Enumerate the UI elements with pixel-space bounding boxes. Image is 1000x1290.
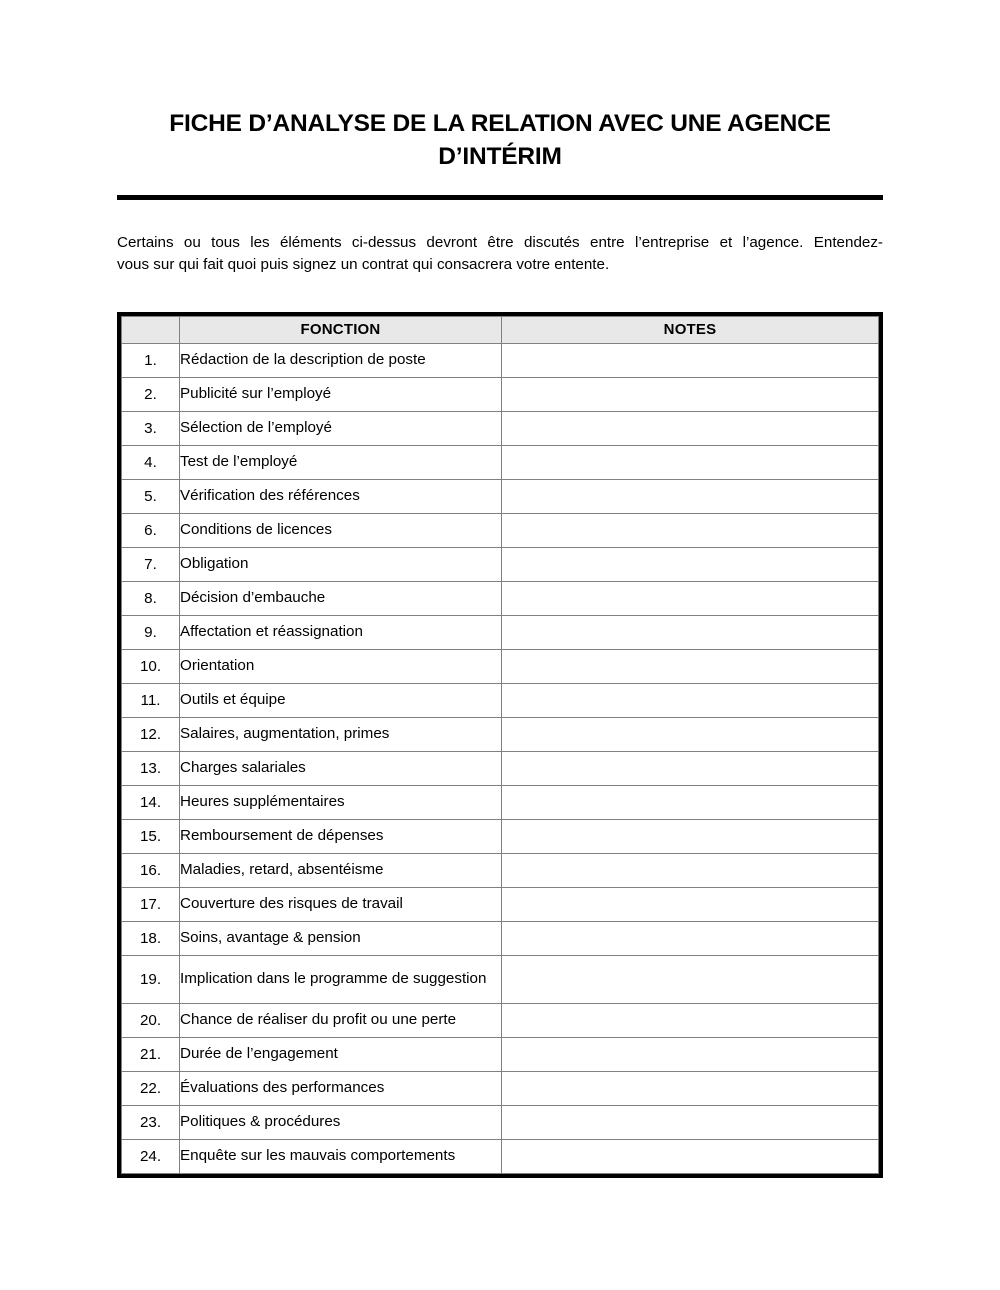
page-title: FICHE D’ANALYSE DE LA RELATION AVEC UNE AGENCE D’INTÉRIM <box>169 110 831 170</box>
row-notes-field[interactable] <box>502 888 879 922</box>
row-notes-field[interactable] <box>502 922 879 956</box>
row-notes-field[interactable] <box>502 1038 879 1072</box>
table-row <box>122 616 879 650</box>
row-number: 11. <box>122 684 180 718</box>
table-row <box>122 956 879 1004</box>
table-row <box>122 718 879 752</box>
row-number: 19. <box>122 956 180 1004</box>
table-row <box>122 548 879 582</box>
table-row <box>122 922 879 956</box>
table-row <box>122 1072 879 1106</box>
row-notes-field[interactable] <box>502 1072 879 1106</box>
row-number: 3. <box>122 412 180 446</box>
row-function-label: Durée de l’engagement <box>180 1038 502 1072</box>
row-function-label: Conditions de licences <box>180 514 502 548</box>
row-function-label: Chance de réaliser du profit ou une perte <box>180 1004 502 1038</box>
table-header <box>122 317 879 344</box>
row-number: 16. <box>122 854 180 888</box>
row-number: 24. <box>122 1140 180 1174</box>
row-function-label: Évaluations des performances <box>180 1072 502 1106</box>
intro-paragraph <box>117 200 883 276</box>
row-function-label: Rédaction de la description de poste <box>180 344 502 378</box>
row-notes-field[interactable] <box>502 752 879 786</box>
row-number: 1. <box>122 344 180 378</box>
table-row <box>122 684 879 718</box>
row-function-label: Salaires, augmentation, primes <box>180 718 502 752</box>
row-number: 2. <box>122 378 180 412</box>
row-function-label: Enquête sur les mauvais comportements <box>180 1140 502 1174</box>
row-number: 10. <box>122 650 180 684</box>
row-function-label: Outils et équipe <box>180 684 502 718</box>
table-row <box>122 446 879 480</box>
row-number: 23. <box>122 1106 180 1140</box>
row-function-label: Affectation et réassignation <box>180 616 502 650</box>
row-function-label: Remboursement de dépenses <box>180 820 502 854</box>
row-function-label: Sélection de l’employé <box>180 412 502 446</box>
row-notes-field[interactable] <box>502 820 879 854</box>
table-row <box>122 752 879 786</box>
column-header-notes: NOTES <box>502 317 879 344</box>
table-row <box>122 650 879 684</box>
row-function-label: Couverture des risques de travail <box>180 888 502 922</box>
row-number: 9. <box>122 616 180 650</box>
table-header-row <box>122 317 879 344</box>
row-notes-field[interactable] <box>502 514 879 548</box>
row-notes-field[interactable] <box>502 956 879 1004</box>
table-row <box>122 888 879 922</box>
table-row <box>122 820 879 854</box>
column-header-function: FONCTION <box>180 317 502 344</box>
row-number: 8. <box>122 582 180 616</box>
row-notes-field[interactable] <box>502 582 879 616</box>
row-number: 14. <box>122 786 180 820</box>
row-number: 7. <box>122 548 180 582</box>
row-notes-field[interactable] <box>502 684 879 718</box>
row-notes-field[interactable] <box>502 344 879 378</box>
table-row <box>122 514 879 548</box>
row-notes-field[interactable] <box>502 548 879 582</box>
row-function-label: Vérification des références <box>180 480 502 514</box>
function-notes-table <box>121 316 879 1174</box>
row-notes-field[interactable] <box>502 650 879 684</box>
table-row <box>122 412 879 446</box>
row-notes-field[interactable] <box>502 378 879 412</box>
table-row <box>122 1004 879 1038</box>
row-notes-field[interactable] <box>502 718 879 752</box>
table-row <box>122 1038 879 1072</box>
table-row <box>122 1140 879 1174</box>
row-notes-field[interactable] <box>502 412 879 446</box>
row-number: 18. <box>122 922 180 956</box>
row-number: 4. <box>122 446 180 480</box>
row-number: 15. <box>122 820 180 854</box>
row-number: 12. <box>122 718 180 752</box>
row-function-label: Test de l’employé <box>180 446 502 480</box>
row-number: 17. <box>122 888 180 922</box>
row-function-label: Orientation <box>180 650 502 684</box>
row-function-label: Politiques & procédures <box>180 1106 502 1140</box>
page-content <box>117 0 883 1178</box>
row-number: 21. <box>122 1038 180 1072</box>
row-number: 13. <box>122 752 180 786</box>
row-number: 5. <box>122 480 180 514</box>
table-row <box>122 786 879 820</box>
table-row <box>122 854 879 888</box>
row-function-label: Maladies, retard, absentéisme <box>180 854 502 888</box>
intro-line-2: vous sur qui fait quoi puis signez un contrat qui consacrera votre entente. <box>117 256 610 274</box>
row-function-label: Heures supplémentaires <box>180 786 502 820</box>
table-row <box>122 344 879 378</box>
row-notes-field[interactable] <box>502 1140 879 1174</box>
row-function-label: Soins, avantage & pension <box>180 922 502 956</box>
row-notes-field[interactable] <box>502 446 879 480</box>
row-number: 6. <box>122 514 180 548</box>
table-row <box>122 378 879 412</box>
intro-line-1: Certains ou tous les éléments ci-dessus devront être discutés entre l’entreprise et l’agence. Entendez- <box>117 234 883 252</box>
row-notes-field[interactable] <box>502 480 879 514</box>
row-number: 22. <box>122 1072 180 1106</box>
row-notes-field[interactable] <box>502 1004 879 1038</box>
row-notes-field[interactable] <box>502 786 879 820</box>
table-row <box>122 1106 879 1140</box>
table-body <box>122 344 879 1174</box>
row-number: 20. <box>122 1004 180 1038</box>
row-notes-field[interactable] <box>502 854 879 888</box>
table-row <box>122 480 879 514</box>
row-function-label: Obligation <box>180 548 502 582</box>
function-notes-table-container <box>117 312 883 1178</box>
row-function-label: Implication dans le programme de suggestion <box>180 956 502 1004</box>
row-function-label: Décision d’embauche <box>180 582 502 616</box>
row-function-label: Publicité sur l’employé <box>180 378 502 412</box>
row-notes-field[interactable] <box>502 616 879 650</box>
row-function-label: Charges salariales <box>180 752 502 786</box>
row-notes-field[interactable] <box>502 1106 879 1140</box>
column-header-number <box>122 317 180 344</box>
table-row <box>122 582 879 616</box>
